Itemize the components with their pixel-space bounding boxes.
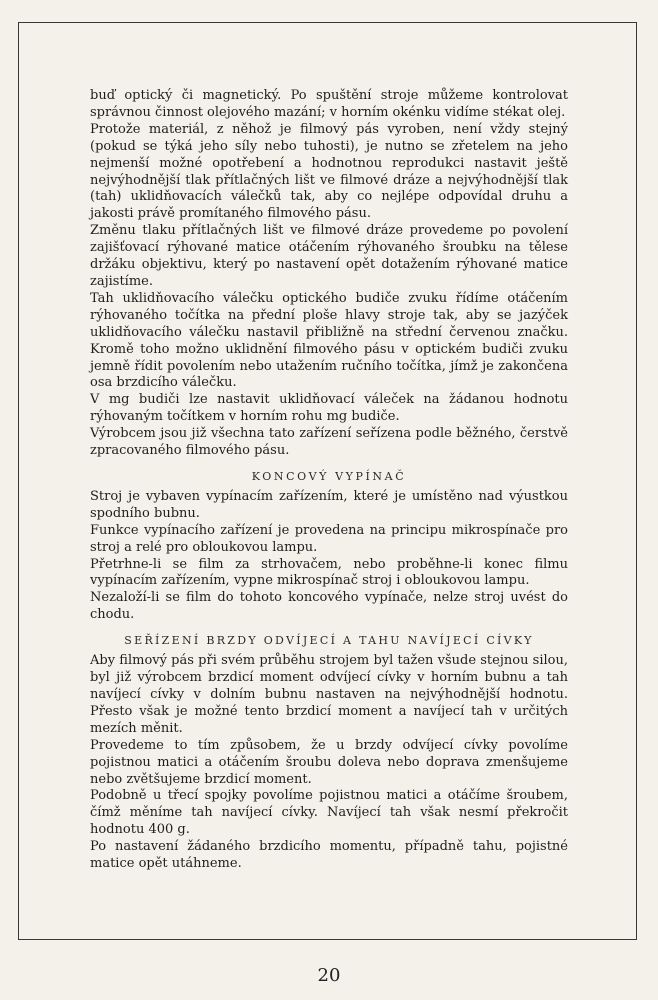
paragraph: Výrobcem jsou již všechna tato zařízení seřízena podle běžného, čerstvě zpracovaného filmového pásu. <box>90 426 568 459</box>
paragraph: Nezaloží-li se film do tohoto koncového vypínače, nelze stroj uvést do chodu. <box>90 590 568 623</box>
paragraph: Funkce vypínacího zařízení je provedena na principu mikrospínače pro stroj a relé pro obloukovou lampu. <box>90 522 568 555</box>
page-number: 20 <box>317 965 341 986</box>
paragraph: V mg budiči lze nastavit uklidňovací váleček na žádanou hodnotu rýhovaným točítkem v horním rohu mg budiče. <box>90 392 568 425</box>
section-heading-koncovy-vypinac: KONCOVÝ VYPÍNAČ <box>251 469 407 483</box>
paragraph: Tah uklidňovacího válečku optického budiče zvuku řídíme otáčením rýhovaného točítka na přední ploše hlavy stroje tak, aby se jazýček uklidňovacího válečku nastavil přibližně na střední červenou značku. Kromě toho možno uklidnění filmového pásu v optickém budiči zvuku jemně řídit povolením nebo utažením ručního točítka, jímž je zakončena osa brzdicího válečku. <box>90 290 568 391</box>
paragraph: Podobně u třecí spojky povolíme pojistnou matici a otáčíme šroubem, čímž měníme tah navíjecí cívky. Navíjecí tah však nesmí překročit hodnotu 400 g. <box>90 788 568 838</box>
paragraph: buď optický či magnetický. Po spuštění stroje můžeme kontrolovat správnou činnost olejového mazání; v horním okénku vidíme stékat olej. <box>90 88 568 120</box>
paragraph: Po nastavení žádaného brzdicího momentu, případně tahu, pojistné matice opět utáhneme. <box>90 839 568 872</box>
section-heading-brzdy: SEŘÍZENÍ BRZDY ODVÍJECÍ A TAHU NAVÍJECÍ CÍVKY <box>124 634 534 648</box>
paragraph: Stroj je vybaven vypínacím zařízením, které je umístěno nad výustkou spodního bubnu. <box>90 488 568 521</box>
paragraph: Změnu tlaku přítlačných lišt ve filmové dráze provedeme po povolení zajišťovací rýhované matice otáčením rýhovaného šroubku na tělese držáku objektivu, který po nastavení opět dotažením rýhované matice zajistíme. <box>90 223 568 289</box>
paragraph: Protože materiál, z něhož je filmový pás vyroben, není vždy stejný (pokud se týká jeho síly nebo tuhosti), je nutno se zřetelem na jeho nejmenší možné opotřebení a hodnotnou reprodukci nastavit ještě nejvýhodnější tlak přítlačných lišt ve filmové dráze a nejvýhodnější tlak (tah) uklidňovacích válečků tak, aby co nejlépe odpovídal druhu a jakosti právě promítaného filmového pásu. <box>90 121 568 222</box>
page-content <box>90 88 568 873</box>
paragraph: Provedeme to tím způsobem, že u brzdy odvíjecí cívky povolíme pojistnou matici a otáčením šroubu doleva nebo doprava zmenšujeme nebo zvětšujeme brzdicí moment. <box>90 737 568 787</box>
paragraph: Aby filmový pás při svém průběhu strojem byl tažen všude stejnou silou, byl již výrobcem brzdicí moment odvíjecí cívky v horním bubnu a tah navíjecí cívky v dolním bubnu nastaven na nejvýhodnější hodnotu. Přesto však je možné tento brzdicí moment a navíjecí tah v určitých mezích měnit. <box>90 653 568 736</box>
paragraph: Přetrhne-li se film za strhovačem, nebo proběhne-li konec filmu vypínacím zařízením, vypne mikrospínač stroj i obloukovou lampu. <box>90 556 568 589</box>
